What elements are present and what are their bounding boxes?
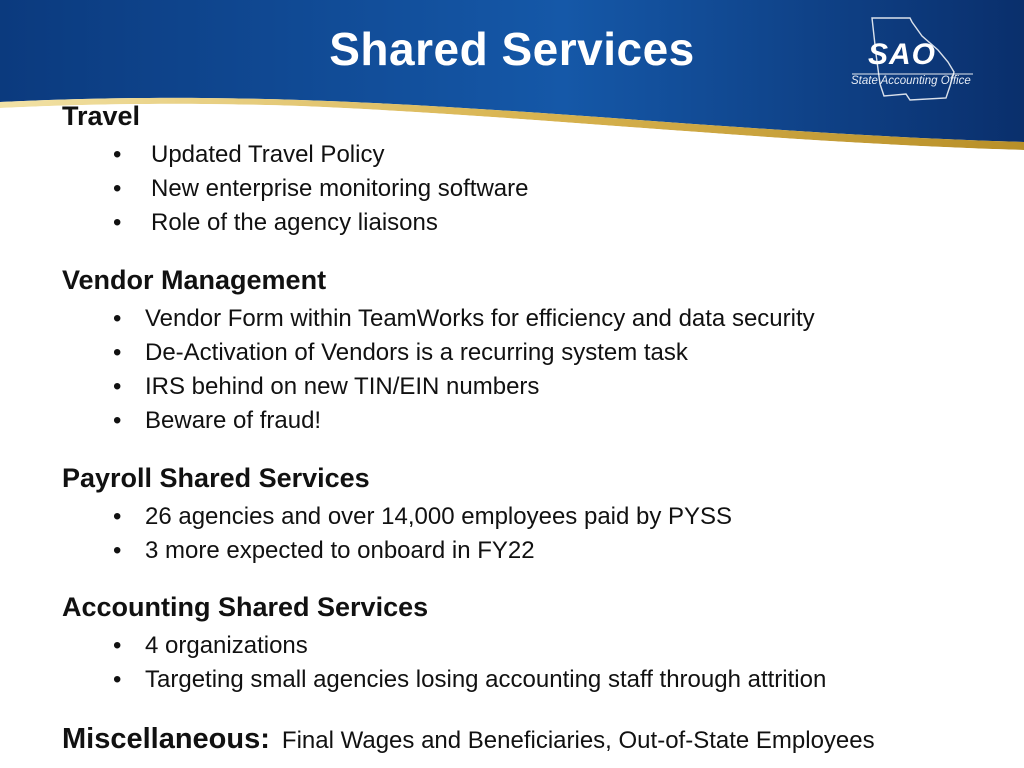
section-heading-payroll: Payroll Shared Services (62, 463, 370, 493)
vendor-item: • Beware of fraud! (113, 407, 322, 434)
bullet-icon: • (113, 632, 122, 659)
vendor-item: • IRS behind on new TIN/EIN numbers (113, 373, 540, 400)
vendor-item: • Vendor Form within TeamWorks for efficiency and data security (113, 305, 815, 332)
bullet-icon: • (113, 339, 122, 366)
logo-abbreviation: SAO (868, 38, 937, 71)
bullet-icon: • (113, 175, 122, 202)
misc-text: Final Wages and Beneficiaries, Out-of-State Employees (281, 727, 875, 754)
bullet-icon: • (113, 537, 122, 564)
payroll-item: • 3 more expected to onboard in FY22 (113, 537, 535, 564)
bullet-icon: • (113, 373, 122, 400)
travel-item: • New enterprise monitoring software (113, 175, 529, 202)
section-heading-travel: Travel (62, 101, 141, 131)
bullet-icon: • (113, 209, 122, 236)
bullet-icon: • (113, 305, 122, 332)
misc-label: Miscellaneous: (62, 723, 270, 755)
logo-name: State Accounting Office (851, 75, 971, 87)
bullet-icon: • (113, 141, 122, 168)
vendor-item: • De-Activation of Vendors is a recurring system task (113, 339, 688, 366)
payroll-item: • 26 agencies and over 14,000 employees paid by PYSS (113, 503, 733, 530)
misc-line (62, 723, 875, 756)
section-heading-vendor: Vendor Management (62, 265, 327, 295)
bullet-icon: • (113, 666, 122, 693)
slide-title: Shared Services (329, 23, 695, 75)
travel-item: • Updated Travel Policy (113, 141, 385, 168)
bullet-icon: • (113, 503, 122, 530)
travel-item: • Role of the agency liaisons (113, 209, 438, 236)
section-heading-accounting: Accounting Shared Services (62, 592, 429, 622)
accounting-item: • Targeting small agencies losing accounting staff through attrition (113, 666, 827, 693)
accounting-item: • 4 organizations (113, 632, 308, 659)
bullet-icon: • (113, 407, 122, 434)
